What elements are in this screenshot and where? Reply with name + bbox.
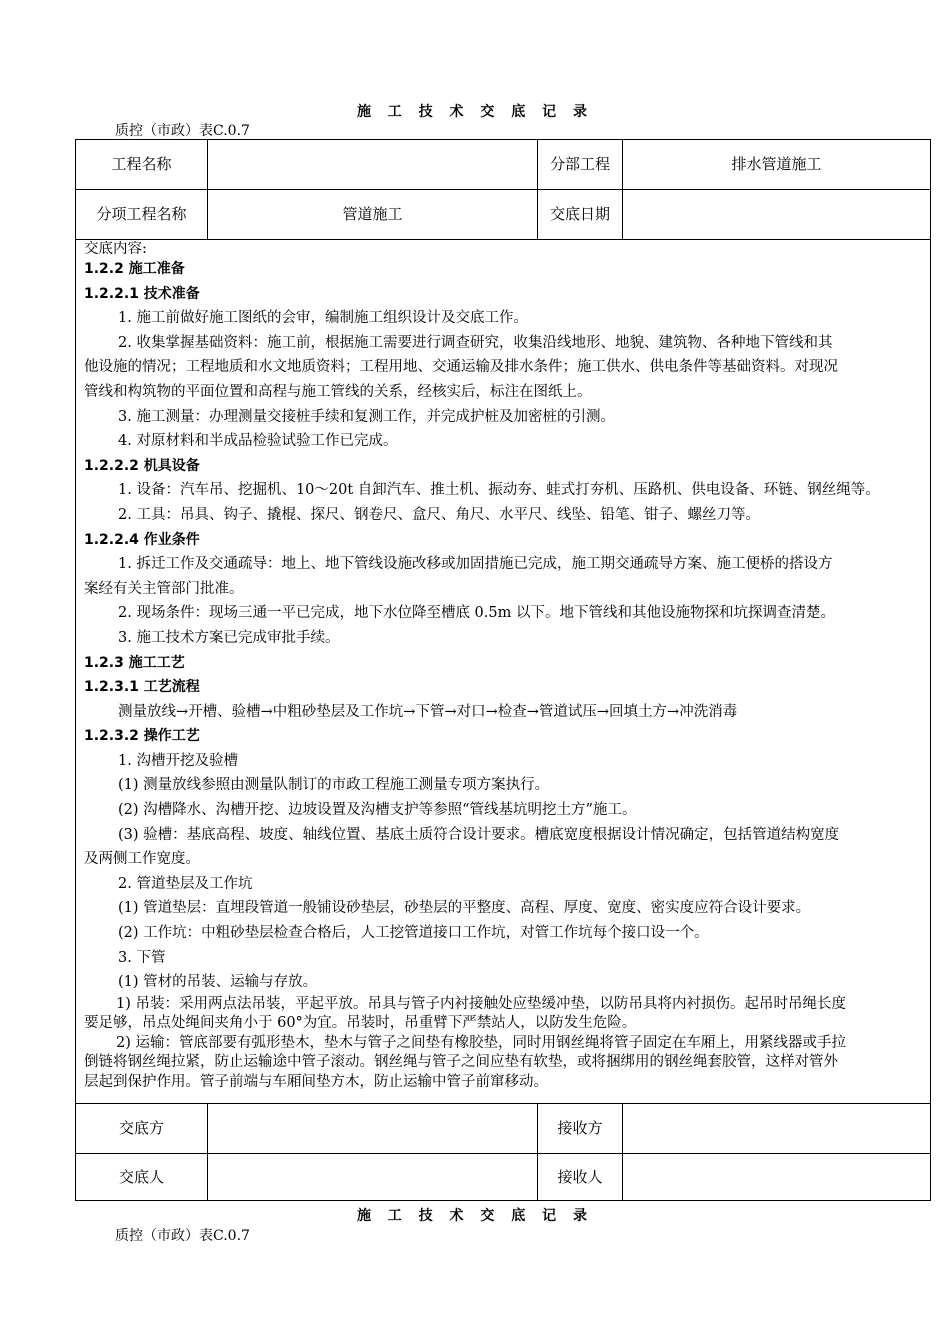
section-heading: 1.2.3.1 工艺流程 xyxy=(84,679,200,696)
table-border-bottom xyxy=(75,1200,931,1201)
content-line: 他设施的情况；工程地质和水文地质资料；工程用地、交通运输及排水条件；施工供水、供电条件等基础资料。对现况 xyxy=(84,359,838,376)
form-number: 质控（市政）表C.0.7 xyxy=(115,123,250,139)
date-value xyxy=(623,190,930,239)
content-line: 2. 收集掌握基础资料：施工前，根据施工需要进行调查研究，收集沿线地形、地貌、建筑物、各种地下管线和其 xyxy=(118,334,833,351)
content-line: 1. 设备：汽车吊、挖掘机、10～20t 自卸汽车、推土机、振动夯、蛙式打夯机、压路机、供电设备、环链、钢丝绳等。 xyxy=(118,482,880,499)
content-line: 1. 拆迁工作及交通疏导：地上、地下管线设施改移或加固措施已完成，施工期交通疏导方案、施工便桥的搭设方 xyxy=(118,556,833,573)
handover-content xyxy=(84,241,934,1092)
section-heading: 1.2.2.2 机具设备 xyxy=(84,457,200,474)
content-line: 管线和构筑物的平面位置和高程与施工管线的关系，经核实后，标注在图纸上。 xyxy=(84,383,592,400)
content-line: 2) 运输：管底部要有弧形垫木，垫木与管子之间垫有橡胶垫，同时用钢丝绳将管子固定在车厢上，用紧线器或手拉 xyxy=(116,1034,846,1051)
content-line: 4. 对原材料和半成品检验试验工作已完成。 xyxy=(118,433,398,450)
content-line: (1) 测量放线参照由测量队制订的市政工程施工测量专项方案执行。 xyxy=(118,777,550,794)
content-line: 2. 工具：吊具、钩子、撬棍、探尺、钢卷尺、盒尺、角尺、水平尺、线坠、铅笔、钳子、螺丝刀等。 xyxy=(118,506,760,523)
table-border-left xyxy=(75,139,76,1201)
section-heading: 1.2.2.1 技术准备 xyxy=(84,285,200,302)
content-line: 及两侧工作宽度。 xyxy=(84,851,200,868)
division-label: 分部工程 xyxy=(549,155,610,173)
section-heading: 1.2.2 施工准备 xyxy=(84,261,185,277)
content-line: 测量放线→开槽、验槽→中粗砂垫层及工作坑→下管→对口→检查→管道试压→回填土方→冲洗消毒 xyxy=(118,703,738,720)
receiver-party-value xyxy=(623,1104,930,1153)
content-line: 2. 现场条件：现场三通一平已完成，地下水位降至槽底 0.5m 以下。地下管线和其他设施物探和坑探调查清楚。 xyxy=(118,605,835,622)
section-heading: 1.2.3 施工工艺 xyxy=(84,654,185,671)
content-line: 层起到保护作用。管子前端与车厢间垫方木，防止运输中管子前窜移动。 xyxy=(84,1073,548,1090)
section-heading: 1.2.3.2 操作工艺 xyxy=(84,728,200,745)
content-line: 1. 沟槽开挖及验槽 xyxy=(118,752,238,769)
content-line: (3) 验槽：基底高程、坡度、轴线位置、基底土质符合设计要求。槽底宽度根据设计情况确定，包括管道结构宽度 xyxy=(118,826,840,843)
receiver-person-label: 接收人 xyxy=(557,1168,603,1186)
handover-person-label: 交底人 xyxy=(118,1168,164,1186)
next-page-title: 施 工 技 术 交 底 记 录 xyxy=(356,1208,594,1224)
content-line: 2. 管道垫层及工作坑 xyxy=(118,875,253,892)
content-line: (1) 管材的吊装、运输与存放。 xyxy=(118,974,318,991)
content-line: 1. 施工前做好施工图纸的会审，编制施工组织设计及交底工作。 xyxy=(118,310,528,327)
content-lines xyxy=(84,257,934,1092)
subitem-value: 管道施工 xyxy=(342,205,403,223)
project-name-value xyxy=(208,140,537,189)
next-page-form-number: 质控（市政）表C.0.7 xyxy=(115,1228,250,1244)
content-line: (2) 工作坑：中粗砂垫层检查合格后，人工挖管道接口工作坑，对管工作坑每个接口设一个。 xyxy=(118,925,709,942)
content-line: 3. 施工技术方案已完成审批手续。 xyxy=(118,629,340,646)
content-intro: 交底内容: xyxy=(84,241,147,257)
subitem-label: 分项工程名称 xyxy=(96,205,187,223)
content-line: 1) 吊装：采用两点法吊装，平起平放。吊具与管子内衬接触处应垫缓冲垫，以防吊具将内衬损伤。起吊时吊绳长度 xyxy=(116,995,846,1012)
handover-party-value xyxy=(208,1104,537,1153)
content-line: 3. 施工测量：办理测量交接桩手续和复测工作，并完成护桩及加密桩的引测。 xyxy=(118,408,615,425)
content-line: 案经有关主管部门批准。 xyxy=(84,580,244,597)
section-heading: 1.2.2.4 作业条件 xyxy=(84,531,200,548)
handover-party-label: 交底方 xyxy=(118,1119,164,1137)
date-label: 交底日期 xyxy=(549,205,610,223)
content-line: 要足够，吊点处绳间夹角小于 60°为宜。吊装时，吊重臂下严禁站人，以防发生危险。 xyxy=(84,1015,637,1032)
page-title: 施 工 技 术 交 底 记 录 xyxy=(356,104,594,120)
content-line: 倒链将钢丝绳拉紧，防止运输途中管子滚动。钢丝绳与管子之间应垫有软垫，或将捆绑用的钢丝绳套胶管，这样对管外 xyxy=(84,1054,838,1071)
receiver-party-label: 接收方 xyxy=(557,1119,603,1137)
content-line: (2) 沟槽降水、沟槽开挖、边坡设置及沟槽支护等参照“管线基坑明挖土方”施工。 xyxy=(118,802,637,819)
receiver-person-value xyxy=(623,1154,930,1200)
handover-person-value xyxy=(208,1154,537,1200)
content-line: (1) 管道垫层：直埋段管道一般铺设砂垫层，砂垫层的平整度、高程、厚度、宽度、密实度应符合设计要求。 xyxy=(118,900,811,917)
division-value: 排水管道施工 xyxy=(731,155,822,173)
project-name-label: 工程名称 xyxy=(111,155,172,173)
content-line: 3. 下管 xyxy=(118,949,166,966)
table-divider xyxy=(75,239,931,240)
